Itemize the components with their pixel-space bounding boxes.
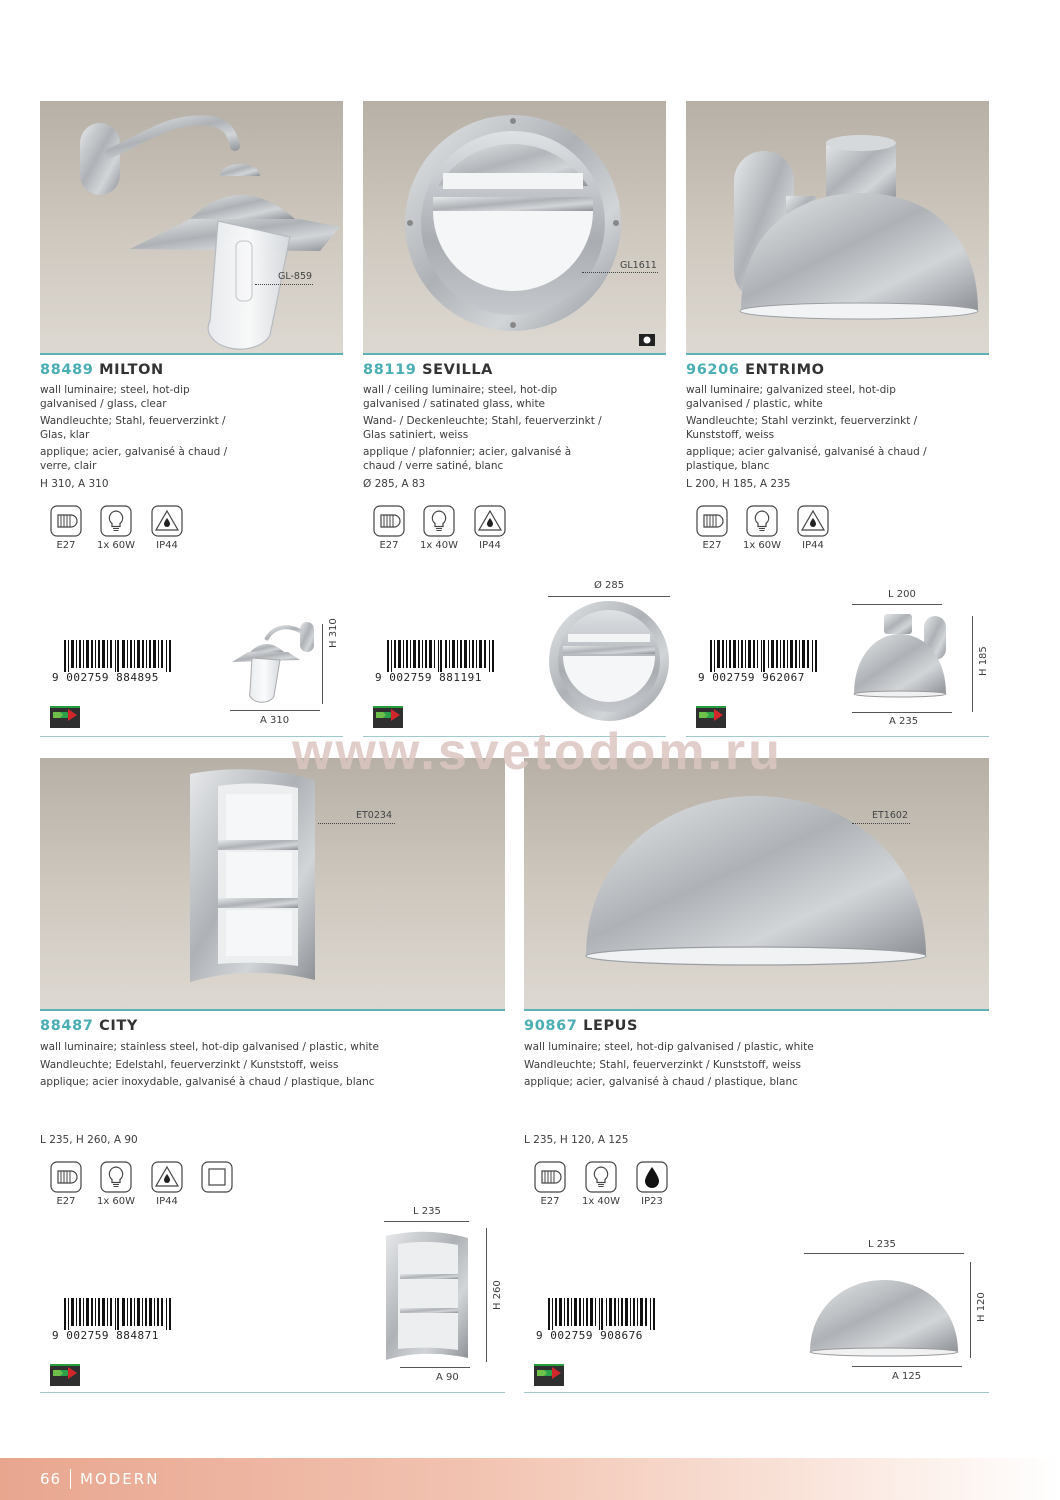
lepus-lamp-illustration <box>524 758 989 1009</box>
milton-wattage-label: 1x 60W <box>96 540 136 551</box>
drip-proof-icon <box>636 1161 668 1193</box>
entrimo-photo <box>686 101 989 353</box>
city-length-line <box>384 1221 469 1222</box>
entrimo-wattage-label: 1x 60W <box>742 540 782 551</box>
sevilla-technical-drawing <box>548 600 670 722</box>
bulb-icon <box>100 1161 132 1193</box>
milton-depth-dim: A 310 <box>260 715 290 726</box>
sevilla-photo <box>363 101 666 353</box>
entrimo-number: 96206 <box>686 362 740 378</box>
lepus-ip-label: IP23 <box>641 1196 663 1207</box>
entrimo-depth-dim: A 235 <box>889 716 919 727</box>
city-photo-underline <box>40 1009 505 1011</box>
milton-desc-de: Wandleuchte; Stahl, feuerverzinkt / Glas, klar <box>40 415 226 441</box>
city-barcode-number: 9 002759 884871 <box>52 1329 159 1342</box>
city-description <box>40 1041 460 1094</box>
milton-barcode-number: 9 002759 884895 <box>52 671 159 684</box>
milton-photo-underline <box>40 353 343 355</box>
entrimo-length-line <box>852 604 942 605</box>
entrimo-height-dim: H 185 <box>978 646 989 676</box>
entrimo-ip-label: IP44 <box>802 540 824 551</box>
entrimo-photo-underline <box>686 353 989 355</box>
entrimo-desc-en: wall luminaire; galvanized steel, hot-dip galvanised / plastic, white <box>686 384 896 410</box>
city-name: CITY <box>99 1018 138 1034</box>
entrimo-desc-fr: applique; acier galvanisé, galvanisé à chaud / plastique, blanc <box>686 446 927 472</box>
city-code-leader <box>318 823 395 824</box>
milton-name: MILTON <box>99 362 164 378</box>
sevilla-barcode <box>387 640 495 672</box>
lepus-barcode-number: 9 002759 908676 <box>536 1329 643 1342</box>
milton-dimensions: H 310, A 310 <box>40 478 109 490</box>
entrimo-technical-drawing <box>852 612 952 702</box>
city-number: 88487 <box>40 1018 94 1034</box>
sevilla-code-label: GL1611 <box>620 260 657 271</box>
entrimo-barcode-number: 9 002759 962067 <box>698 671 805 684</box>
socket-icon <box>50 505 82 537</box>
bulb-icon <box>585 1161 617 1193</box>
entrimo-length-dim: L 200 <box>888 589 916 600</box>
entrimo-desc-de: Wandleuchte; Stahl verzinkt, feuerverzinkt / Kunststoff, weiss <box>686 415 918 441</box>
entrimo-depth-line <box>852 712 952 713</box>
socket-icon <box>373 505 405 537</box>
city-energy-label <box>50 1364 80 1386</box>
sevilla-description <box>363 384 603 477</box>
milton-desc-fr: applique; acier, galvanisé à chaud / verre, clair <box>40 446 228 472</box>
sevilla-desc-fr: applique / plafonnier; acier, galvanisé à chaud / verre satiné, blanc <box>363 446 572 472</box>
sevilla-desc-en: wall / ceiling luminaire; steel, hot-dip galvanised / satinated glass, white <box>363 384 558 410</box>
row2-divider-2 <box>524 1392 989 1393</box>
lepus-name: LEPUS <box>583 1018 639 1034</box>
lepus-title <box>524 1018 638 1034</box>
entrimo-barcode <box>710 640 818 672</box>
protection-class-icon <box>201 1161 233 1193</box>
sevilla-dimensions: Ø 285, A 83 <box>363 478 426 490</box>
city-barcode <box>64 1298 172 1330</box>
lepus-wattage-label: 1x 40W <box>581 1196 621 1207</box>
milton-code-leader <box>255 284 313 285</box>
milton-ip-label: IP44 <box>156 540 178 551</box>
city-socket-label: E27 <box>56 1196 76 1207</box>
milton-depth-line <box>230 710 320 711</box>
milton-energy-label <box>50 706 80 728</box>
lepus-length-line <box>804 1253 964 1254</box>
city-dimensions: L 235, H 260, A 90 <box>40 1134 138 1146</box>
sevilla-barcode-number: 9 002759 881191 <box>375 671 482 684</box>
footer-separator <box>70 1469 71 1489</box>
lepus-height-dim: H 120 <box>976 1292 987 1322</box>
entrimo-socket-label: E27 <box>702 540 722 551</box>
bulb-icon <box>746 505 778 537</box>
sevilla-desc-de: Wand- / Deckenleuchte; Stahl, feuerverzinkt / Glas satiniert, weiss <box>363 415 602 441</box>
lepus-photo <box>524 758 989 1009</box>
lepus-height-line <box>970 1262 971 1358</box>
city-desc-de: Wandleuchte; Edelstahl, feuerverzinkt / Kunststoff, weiss <box>40 1058 339 1071</box>
milton-photo <box>40 101 343 353</box>
milton-technical-drawing <box>228 618 323 708</box>
city-desc-fr: applique; acier inoxydable, galvanisé à chaud / plastique, blanc <box>40 1076 375 1088</box>
city-depth-dim: A 90 <box>436 1372 459 1383</box>
city-height-line <box>486 1228 487 1362</box>
section-name: MODERN <box>80 1470 160 1488</box>
site-watermark: www.svetodom.ru <box>292 723 783 781</box>
bulb-icon <box>423 505 455 537</box>
sevilla-ip-label: IP44 <box>479 540 501 551</box>
page-number: 66 <box>40 1470 62 1488</box>
lepus-depth-dim: A 125 <box>892 1371 922 1382</box>
milton-number: 88489 <box>40 362 94 378</box>
lepus-desc-de: Wandleuchte; Stahl, feuerverzinkt / Kunststoff, weiss <box>524 1058 801 1071</box>
city-technical-drawing <box>384 1228 470 1362</box>
milton-height-dim: H 310 <box>328 618 339 648</box>
city-depth-line <box>400 1367 470 1368</box>
city-wattage-label: 1x 60W <box>96 1196 136 1207</box>
city-desc-en: wall luminaire; stainless steel, hot-dip galvanised / plastic, white <box>40 1041 380 1053</box>
milton-title <box>40 362 164 378</box>
sevilla-title <box>363 362 493 378</box>
socket-icon <box>534 1161 566 1193</box>
splash-proof-icon <box>797 505 829 537</box>
entrimo-height-line <box>972 616 973 712</box>
row2-divider-1 <box>40 1392 505 1393</box>
lepus-energy-label <box>534 1364 564 1386</box>
lepus-socket-label: E27 <box>540 1196 560 1207</box>
city-lamp-illustration <box>40 758 505 1009</box>
splash-proof-icon <box>151 1161 183 1193</box>
sevilla-wattage-label: 1x 40W <box>419 540 459 551</box>
milton-height-line <box>322 624 323 704</box>
lepus-barcode <box>548 1298 656 1330</box>
lepus-code-label: ET1602 <box>872 810 908 821</box>
entrimo-title <box>686 362 825 378</box>
lepus-number: 90867 <box>524 1018 578 1034</box>
sevilla-diameter-dim: Ø 285 <box>594 580 625 591</box>
milton-socket-label: E27 <box>56 540 76 551</box>
lepus-description <box>524 1041 944 1094</box>
city-length-dim: L 235 <box>413 1206 441 1217</box>
entrimo-description <box>686 384 936 477</box>
milton-desc-en: wall luminaire; steel, hot-dip galvanised / glass, clear <box>40 384 190 410</box>
lepus-desc-en: wall luminaire; steel, hot-dip galvanised / plastic, white <box>524 1041 814 1053</box>
entrimo-lamp-illustration <box>686 101 989 353</box>
city-code-label: ET0234 <box>356 810 392 821</box>
page-footer <box>0 1458 1060 1500</box>
milton-code-label: GL-859 <box>278 271 313 282</box>
sevilla-lamp-illustration <box>363 101 666 353</box>
bulb-icon <box>100 505 132 537</box>
splash-proof-icon <box>151 505 183 537</box>
sevilla-photo-underline <box>363 353 666 355</box>
lepus-depth-line <box>852 1366 962 1367</box>
socket-icon <box>50 1161 82 1193</box>
lepus-photo-underline <box>524 1009 989 1011</box>
lepus-length-dim: L 235 <box>868 1239 896 1250</box>
entrimo-name: ENTRIMO <box>745 362 825 378</box>
milton-lamp-illustration <box>40 101 343 353</box>
sevilla-code-leader <box>582 272 658 273</box>
city-title <box>40 1018 138 1034</box>
sevilla-diameter-line <box>548 596 670 597</box>
sevilla-name: SEVILLA <box>422 362 493 378</box>
milton-barcode <box>64 640 172 672</box>
sevilla-number: 88119 <box>363 362 417 378</box>
lepus-code-leader <box>852 823 910 824</box>
lepus-dimensions: L 235, H 120, A 125 <box>524 1134 629 1146</box>
lepus-desc-fr: applique; acier, galvanisé à chaud / plastique, blanc <box>524 1076 798 1088</box>
socket-icon <box>696 505 728 537</box>
milton-description <box>40 384 240 477</box>
entrimo-dimensions: L 200, H 185, A 235 <box>686 478 791 490</box>
sevilla-socket-label: E27 <box>379 540 399 551</box>
city-height-dim: H 260 <box>492 1280 503 1310</box>
city-photo <box>40 758 505 1009</box>
lepus-technical-drawing <box>804 1270 964 1360</box>
splash-proof-icon <box>474 505 506 537</box>
city-ip-label: IP44 <box>156 1196 178 1207</box>
